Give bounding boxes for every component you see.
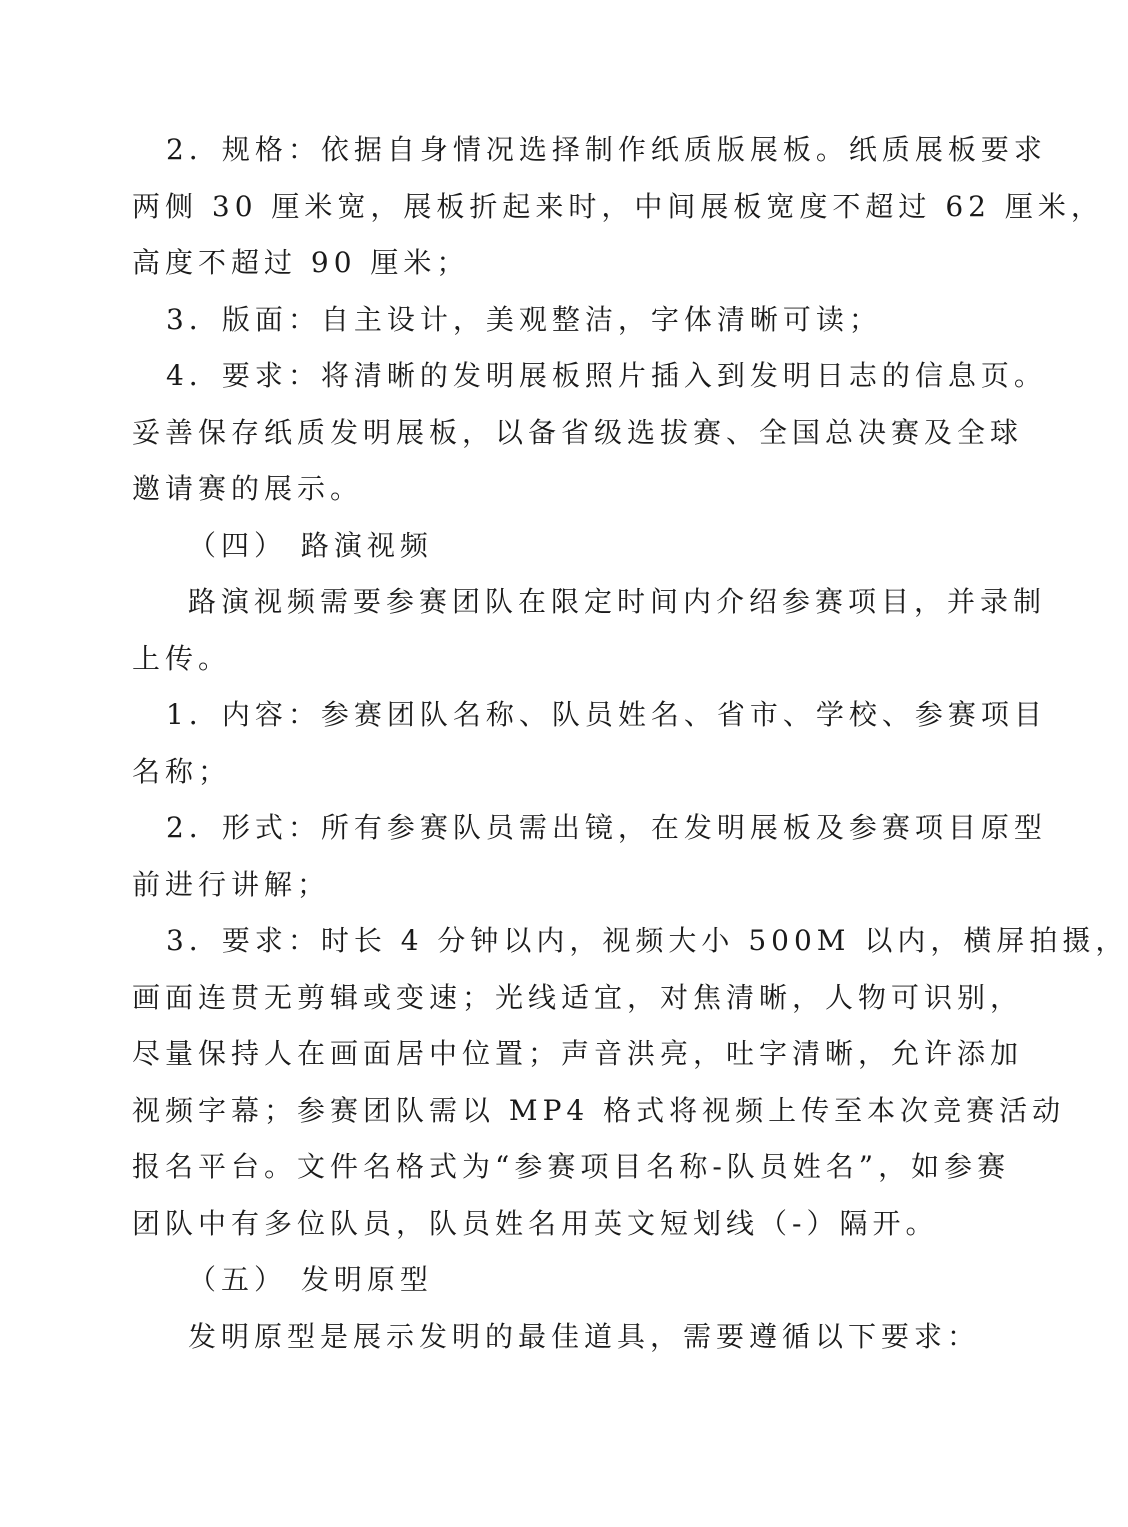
section-heading: （五） 发明原型 [188,1263,433,1296]
paragraph-line: 前进行讲解； [132,867,331,901]
paragraph-line: 3．要求：时长 4 分钟以内，视频大小 500M 以内，横屏拍摄， [166,924,1128,957]
paragraph-line: 2．形式：所有参赛队员需出镜，在发明展板及参赛项目原型 [166,811,1047,844]
paragraph-line: 1．内容：参赛团队名称、队员姓名、省市、学校、参赛项目 [166,698,1047,731]
paragraph-line: 3．版面：自主设计，美观整洁，字体清晰可读； [166,302,882,336]
paragraph-line: 妥善保存纸质发明展板，以备省级选拔赛、全国总决赛及全球 [132,415,1024,449]
paragraph-line: 发明原型是展示发明的最佳道具，需要遵循以下要求： [188,1319,981,1353]
paragraph-line: 视频字幕；参赛团队需以 MP4 格式将视频上传至本次竞赛活动 [132,1093,1066,1127]
paragraph-line: 画面连贯无剪辑或变速；光线适宜，对焦清晰，人物可识别， [132,980,1024,1014]
paragraph-line: 2．规格：依据自身情况选择制作纸质版展板。纸质展板要求 [166,133,1047,166]
document-body [132,122,1128,1365]
paragraph-line: 团队中有多位队员，队员姓名用英文短划线（-）隔开。 [132,1206,939,1240]
paragraph-line: 路演视频需要参赛团队在限定时间内介绍参赛项目，并录制 [188,585,1047,618]
paragraph-line: 4．要求：将清晰的发明展板照片插入到发明日志的信息页。 [166,359,1047,392]
paragraph-line: 邀请赛的展示。 [132,472,364,505]
paragraph-line: 报名平台。文件名格式为“参赛项目名称-队员姓名”，如参赛 [132,1150,1011,1183]
paragraph-line: 尽量保持人在画面居中位置；声音洪亮，吐字清晰，允许添加 [132,1037,1024,1070]
section-heading: （四） 路演视频 [188,528,433,562]
paragraph-line: 两侧 30 厘米宽，展板折起来时，中间展板宽度不超过 62 厘米， [132,189,1104,223]
paragraph-line: 高度不超过 90 厘米； [132,246,470,279]
paragraph-line: 名称； [132,754,232,788]
paragraph-line: 上传。 [132,641,232,675]
